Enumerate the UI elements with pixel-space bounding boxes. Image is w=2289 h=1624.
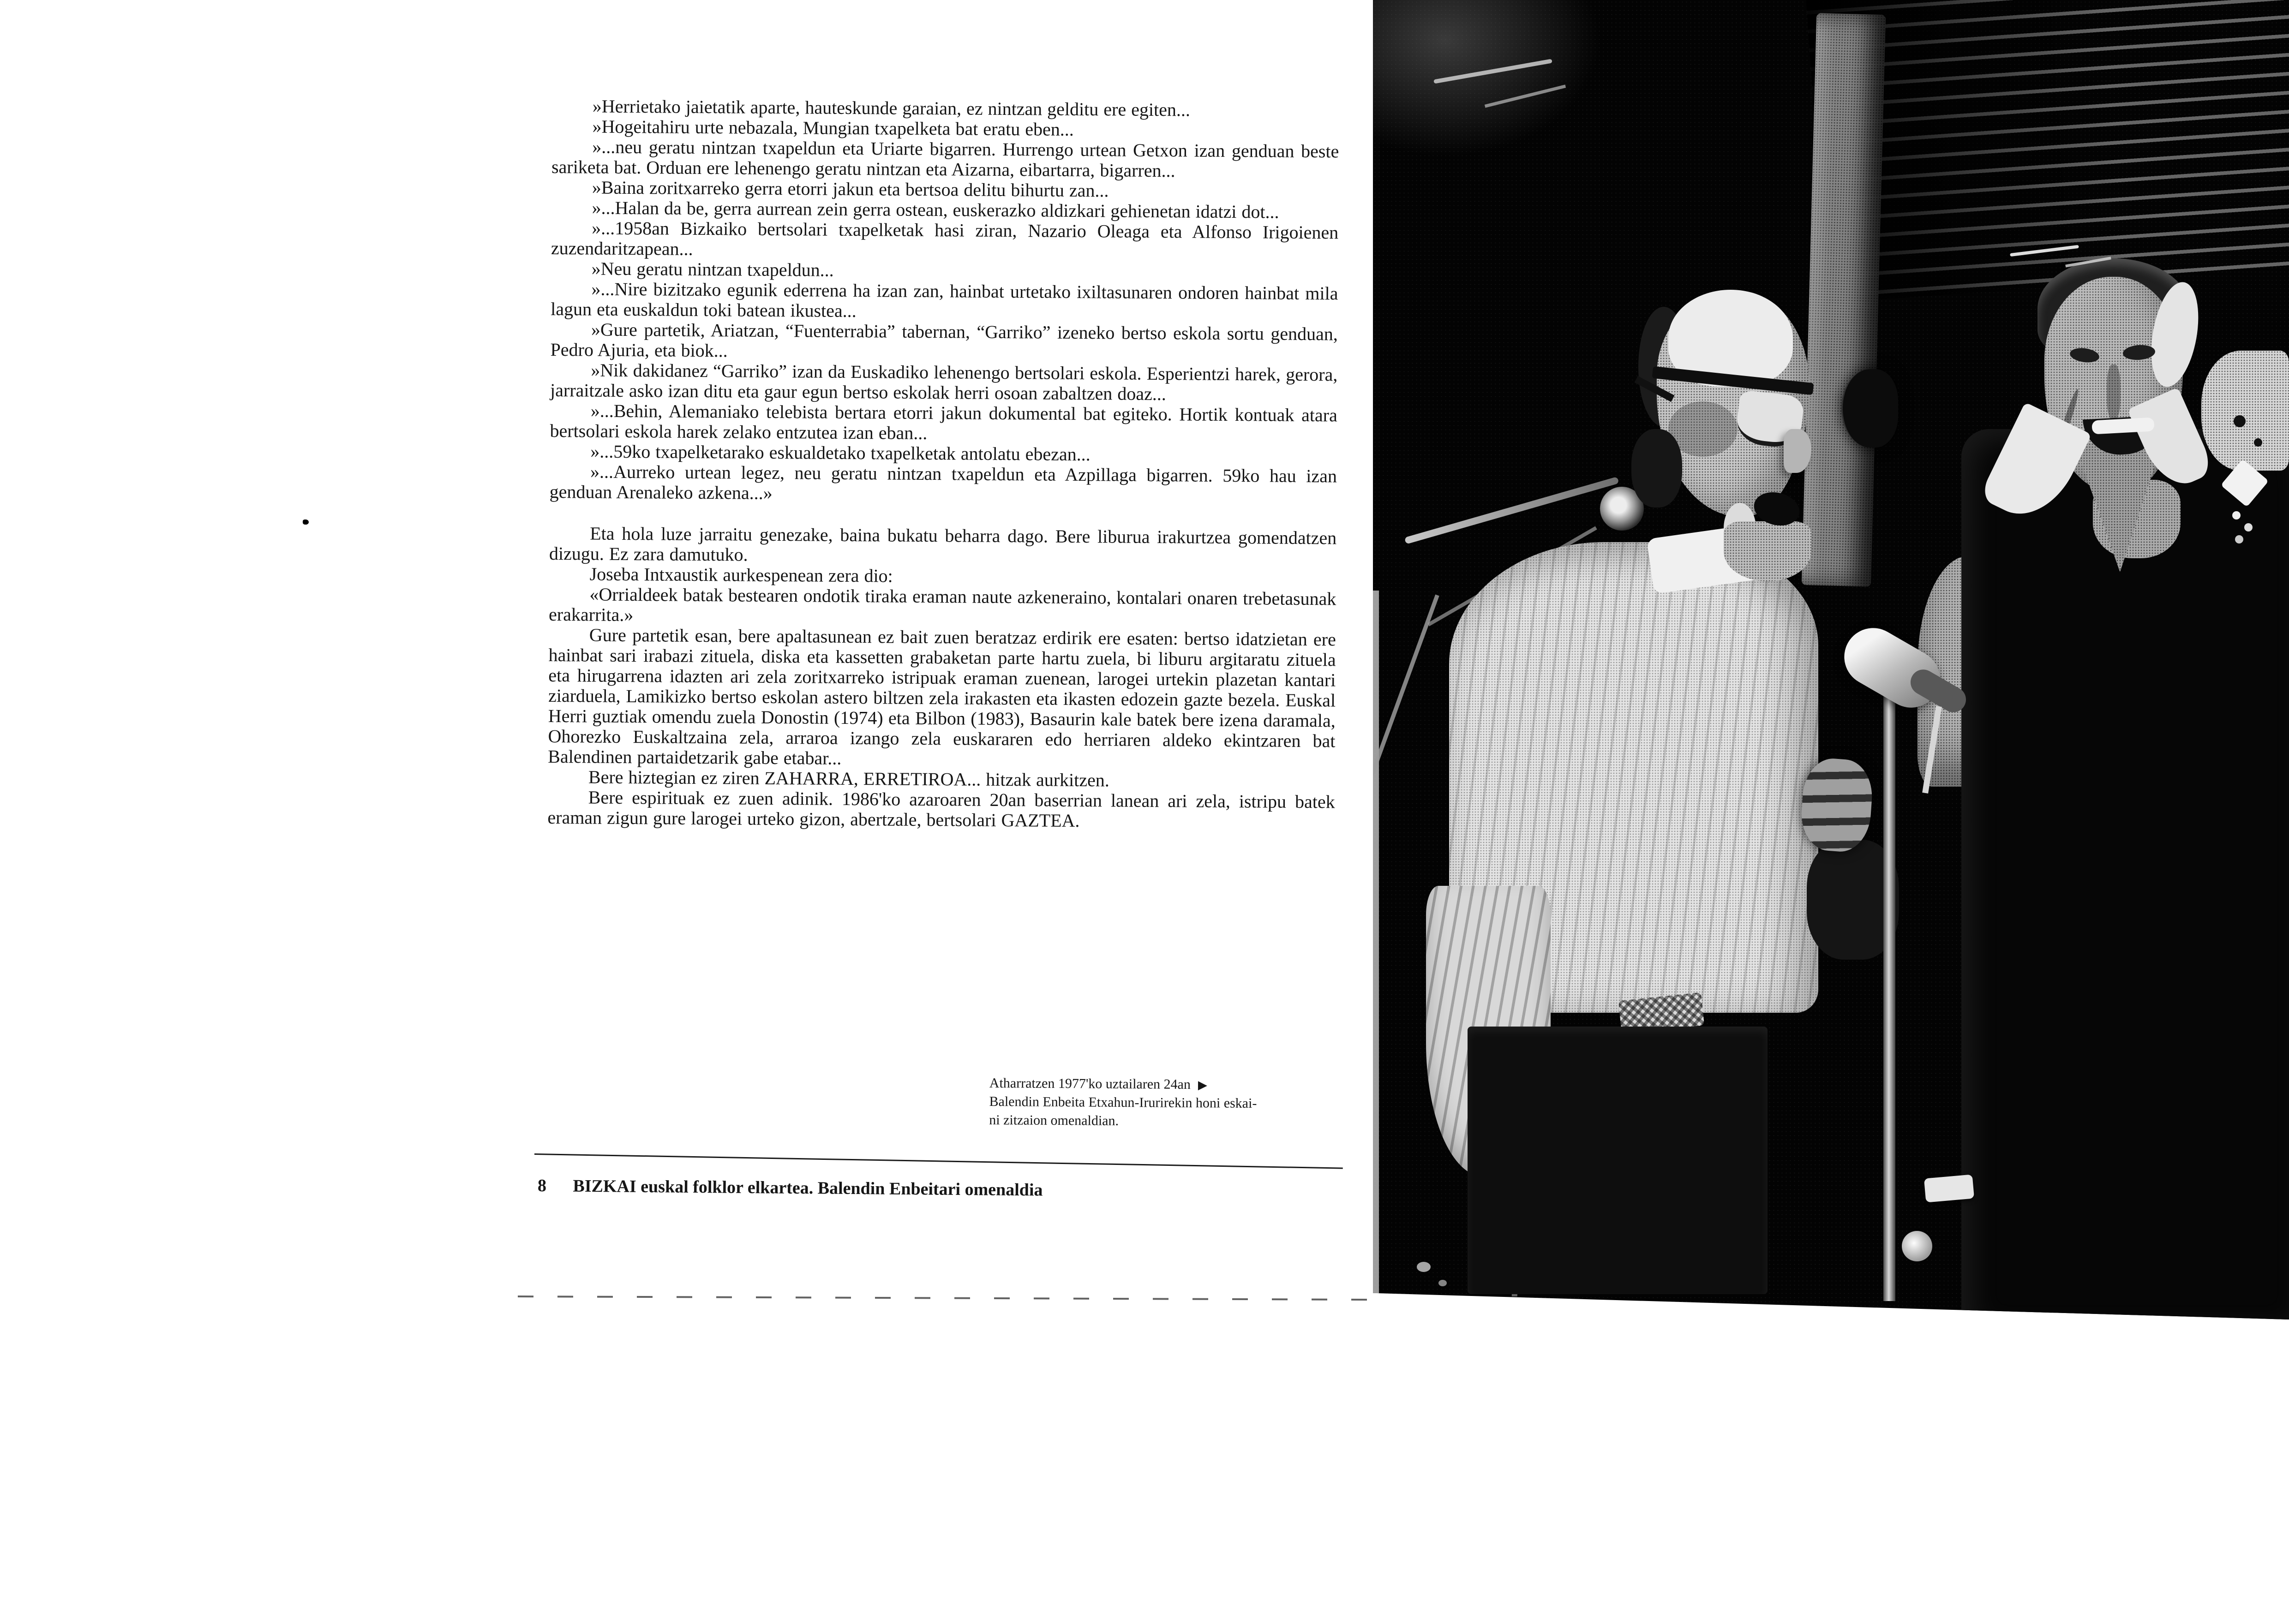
photo-caption — [989, 1074, 1349, 1132]
background-white-shape — [2201, 351, 2289, 471]
photograph — [1373, 0, 2289, 1320]
quote-paragraph: »Herrietako jaietatik aparte, hauteskunde garaian, ez nintzan gelditu ere egiten... — [592, 96, 1191, 120]
quote-paragraph: »...Halan da be, gerra aurrean zein gerra ostean, euskerazko aldizkari gehienetan idatzi dot... — [592, 197, 1279, 222]
ink-speck — [303, 519, 309, 525]
quote-paragraph: »Nik dakidanez “Garriko” izan da Euskadiko lehenengo bertsolari eskola. Esperientzi harek, gerora, jarraitzale asko izan ditu eta gaur egun bertso eskolak herri osoan zabaltzen doaz... — [550, 359, 1338, 405]
caption-text: Atharratzen 1977'ko uztailaren 24an — [989, 1075, 1191, 1093]
background-dark-spots — [2234, 415, 2246, 427]
left-man-neck — [1724, 521, 1811, 581]
photo-speck — [1438, 1280, 1447, 1286]
body-paragraph: Bere hiztegian ez ziren ZAHARRA, ERRETIROA... hitzak aurkitzen. — [588, 766, 1109, 791]
body-paragraph: Bere espirituak ez zuen adinik. 1986'ko azaroaren 20an baserrian lanean ari zela, istripu batek eraman zigun gure larogei urteko gizon, abertzale, bertsolari GAZTEA. — [547, 787, 1335, 831]
quote-paragraph: »Baina zoritxarreko gerra etorri jakun eta bertsoa delitu bihurtu zan... — [592, 177, 1109, 201]
closing-text-block — [547, 523, 1336, 832]
quote-paragraph: »Gure partetik, Ariatzan, “Fuenterrabia” tabernan, “Garriko” izeneko bertso eskola sortu genduan, Pedro Ajuria, eta biok... — [550, 319, 1338, 361]
page-number: 8 — [537, 1176, 547, 1196]
quote-paragraph: »...Behin, Alemaniako telebista bertara etorri jakun dokumental bat egiteko. Hortik kontuak atara bertsolari eskola harek zelako entzutea izan eban... — [550, 400, 1337, 443]
mic-stand-clamp — [1924, 1175, 1974, 1203]
mic-stand-pole — [1883, 687, 1895, 1301]
quote-paragraph: »...Nire bizitzako egunik ederrena ha izan zan, hainbat urtetako ixiltasunaren ondoren hainbat mila lagun eta euskaldun toki batean ikustea... — [551, 278, 1338, 322]
footer-rule — [534, 1153, 1343, 1169]
scan-dash-artifact — [518, 1296, 1374, 1301]
right-man-nose-shadow — [2107, 364, 2121, 420]
running-footer — [538, 1176, 1414, 1204]
quote-paragraph: »...neu geratu nintzan txapeldun eta Uriarte bigarren. Hurrengo urtean Getxon izan genduan beste sariketa bat. Orduan ere lehenengo geratu nintzan eta Aizarna, eibartarra, bigarren... — [551, 136, 1339, 181]
caption-line: Balendin Enbeita Etxahun-Irurirekin honi eskai- — [989, 1093, 1257, 1111]
caption-line: ni zitzaion omenaldian. — [989, 1112, 1119, 1128]
left-man-trousers — [1468, 1027, 1768, 1294]
photo-speck — [1417, 1262, 1431, 1272]
caption-line — [989, 1074, 1349, 1095]
dark-microphone — [1841, 369, 1898, 448]
body-paragraph: Gure partetik esan, bere apaltasunean ez bait zuen beratzaz erdirik ere esaten: bertso idatzietan ere hainbat sari irabazi zituela, diska eta kassetten grabaketan parte hartu zuela, bi liburu argitaratu zituela eta hirugarrena idazten ari zela zoritxarreko istripuak eraman zuenean, larogei urtekin plazetan kantari ziarduela, Lamikizko bertso eskolan astero biltzen zela irakasten eta ikasten edozein gazte bezela. Euskal Herri guztiak omendu zuela Donostin (1974) eta Bilbon (1983), Basaurin kale batek bere izena daramala, Ohorezko Euskaltzaina zela, arraroa izango zela euskararen edo herriaren aldeko ekintzaren bat Balendinen partaidetzarik gabe etabar... — [548, 624, 1336, 769]
body-paragraph: Joseba Intxaustik aurkespenean zera dio: — [589, 563, 893, 586]
quote-paragraph: »...59ko txapelketarako eskualdetako txapelketak antolatu ebezan... — [590, 441, 1091, 465]
running-footer-title: BIZKAI euskal folklor elkartea. Balendin Enbeitari omenaldia — [573, 1176, 1043, 1200]
quote-paragraph: »Hogeitahiru urte nebazala, Mungian txapelketa bat eratu eben... — [592, 116, 1074, 140]
caption-arrow-icon: ▶ — [1198, 1078, 1208, 1092]
quote-paragraph: »...Aurreko urtean legez, neu geratu nintzan txapeldun eta Azpillaga bigarren. 59ko hau izan genduan Arenaleko azkena...» — [549, 461, 1337, 503]
left-man-ear-shadow — [1631, 429, 1682, 508]
photo-background-blotch — [1373, 0, 1613, 166]
mic-stand-knob — [1902, 1231, 1932, 1261]
photo-edge-sliver — [1373, 591, 1379, 1320]
quote-paragraph: »...1958an Bizkaiko bertsolari txapelketak hasi ziran, Nazario Oleaga eta Alfonso Irigoienen zuzendaritzapean... — [551, 217, 1339, 259]
text-column — [547, 96, 1339, 832]
right-man-medal-dots — [2232, 511, 2241, 519]
quote-paragraph: »Neu geratu nintzan txapeldun... — [591, 258, 834, 281]
right-man-suit — [1961, 429, 2289, 1320]
body-paragraph: Eta hola luze jarraitu genezake, baina bukatu beharra dago. Bere liburua irakurtzea gomendatzen dizugu. Ez zara damutuko. — [549, 523, 1337, 565]
quoted-interview-block — [550, 96, 1339, 507]
body-paragraph: «Orrialdeek batak bestearen ondotik tiraka eraman naute azkeneraino, kontalari onaren trebetasunak erakarrita.» — [548, 584, 1336, 626]
